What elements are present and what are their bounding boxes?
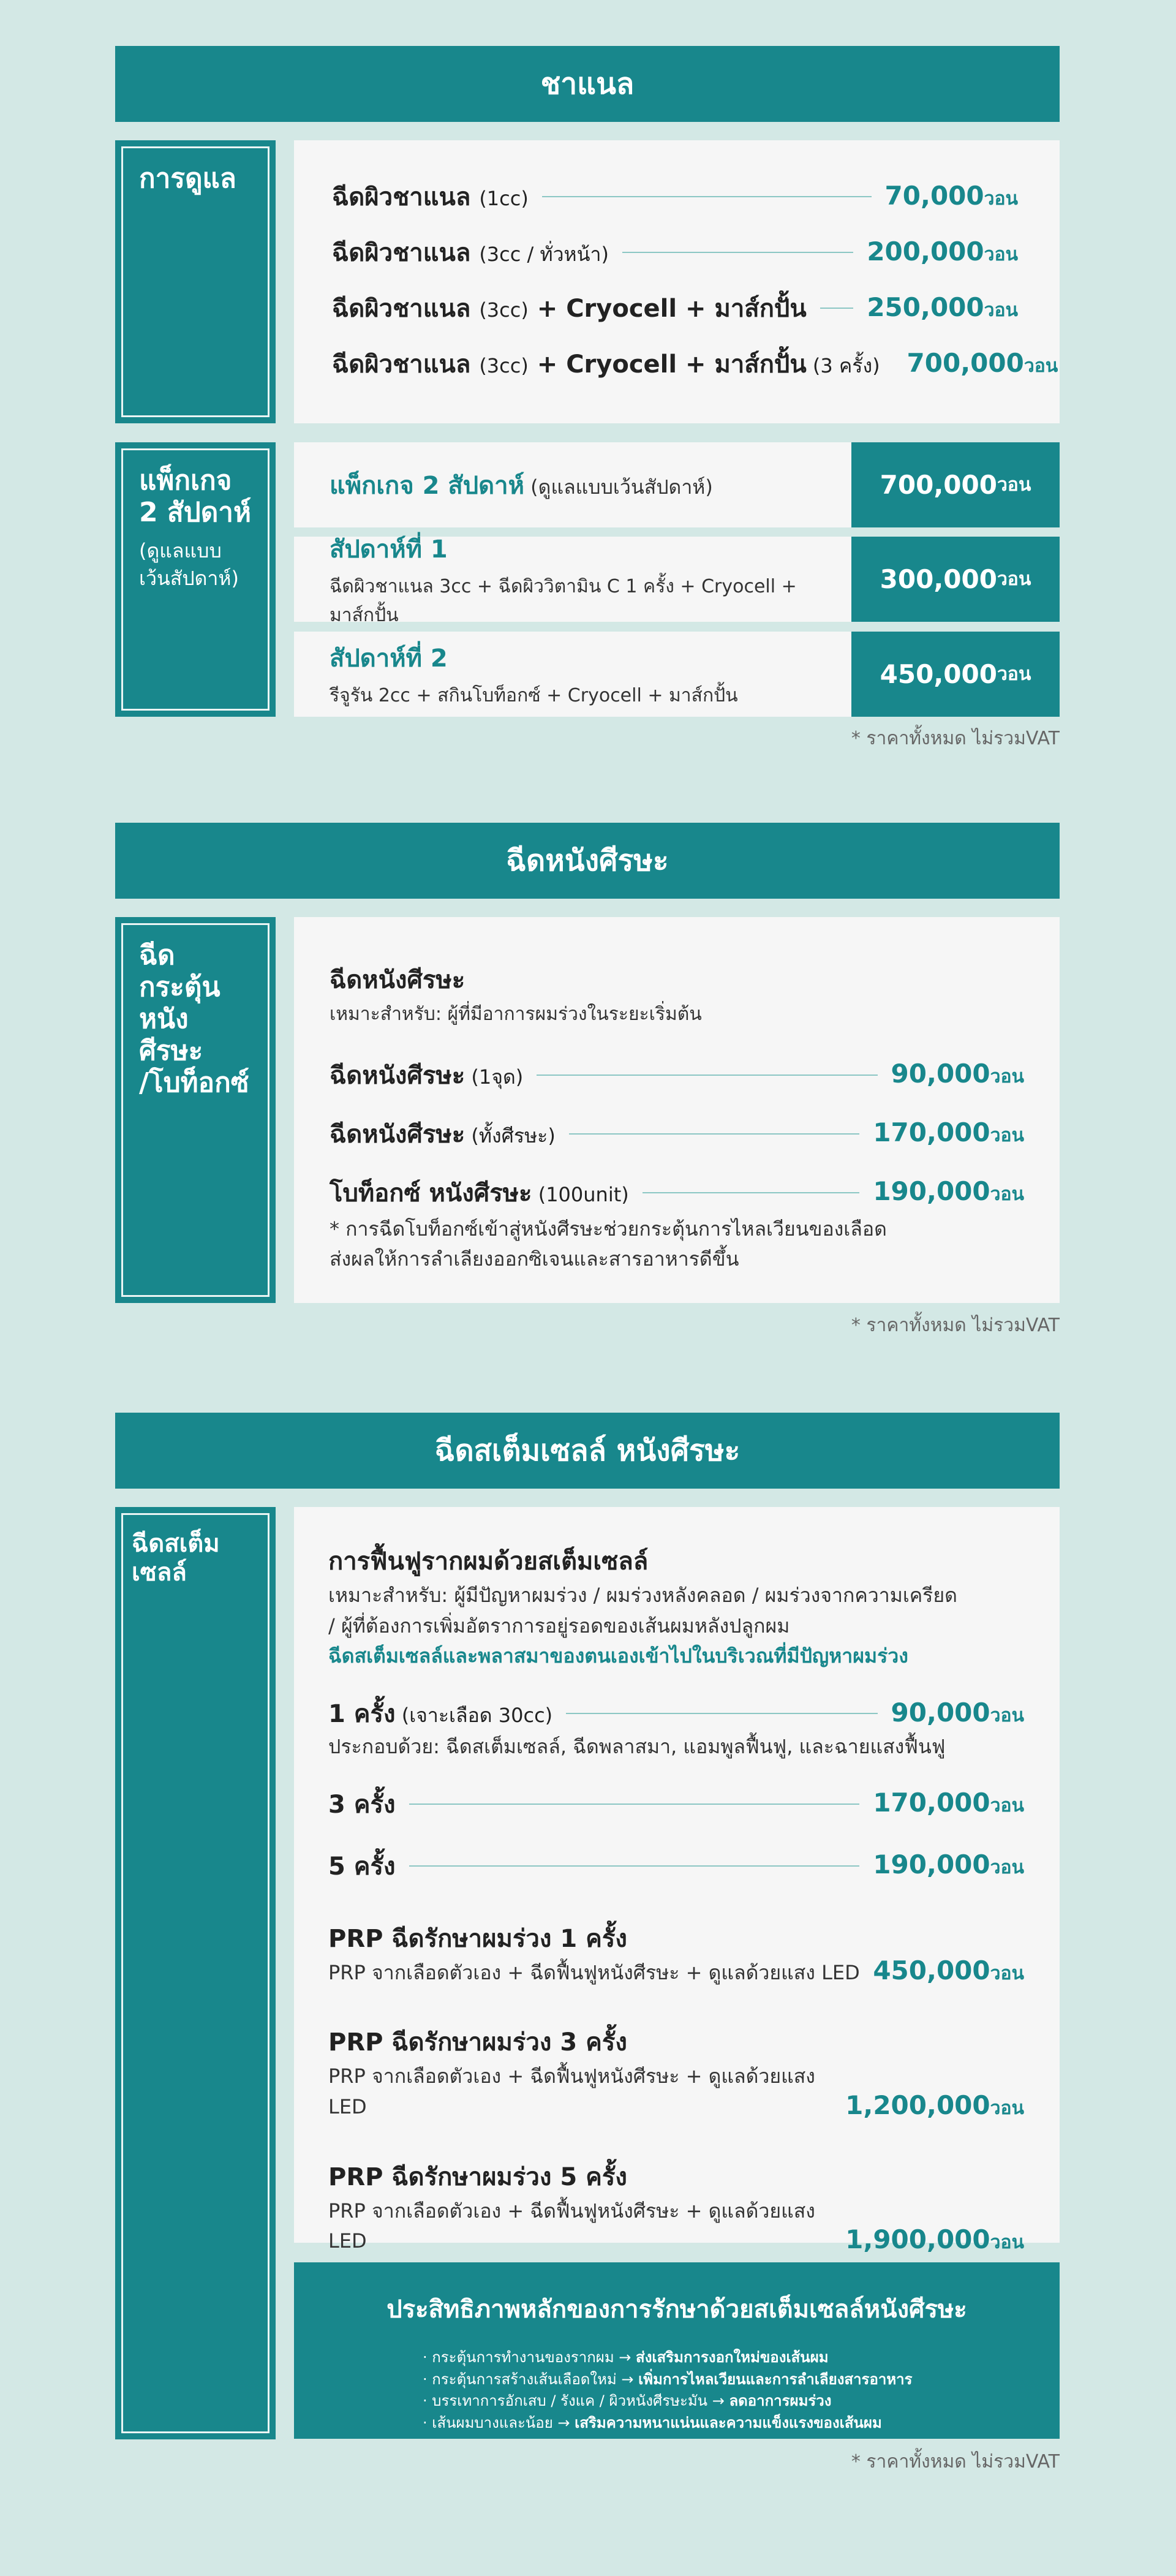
stem-cell-price-card — [294, 1507, 1060, 2254]
prp-price: 1,200,000วอน — [845, 2090, 1024, 2120]
item-label: 3 ครั้ง — [328, 1790, 396, 1819]
side-subtitle: (ดูแลแบบ เว้นสัปดาห์) — [139, 538, 239, 590]
section-header-scalp: ฉีดหนังศีรษะ — [115, 823, 1060, 899]
leader-line — [622, 252, 853, 253]
prp-item — [328, 2022, 1024, 2122]
price-row — [328, 1845, 1024, 1887]
price-row — [328, 1695, 1024, 1732]
package-price: 450,000 วอน — [851, 632, 1060, 717]
package-title: สัปดาห์ที่ 1 — [330, 535, 448, 564]
package-desc: ฉีดผิวชาแนล 3cc + ฉีดผิววิตามิน C 1 ครั้ง + Cryocell + มาส์กปั้น — [330, 575, 797, 626]
package-row — [294, 442, 1060, 527]
item-label: ฉีดหนังศีรษะ (1จุด) — [330, 1061, 524, 1090]
vat-note: * ราคาทั้งหมด ไม่รวมVAT — [851, 2451, 1060, 2472]
benefit-item: · กระตุ้นการสร้างเส้นเลือดใหม่ → เพิ่มการไหลเวียนและการลำเลียงสารอาหาร — [423, 2370, 913, 2388]
package-title: แพ็กเกจ 2 สัปดาห์ (ดูแลแบบเว้นสัปดาห์) — [330, 471, 713, 500]
leader-line — [542, 196, 872, 197]
item-price: 700,000วอน — [907, 347, 1058, 378]
side-title: การดูแล — [139, 163, 236, 194]
package-title: สัปดาห์ที่ 2 — [330, 644, 448, 673]
item-price: 200,000วอน — [867, 236, 1018, 266]
item-price: 250,000วอน — [867, 292, 1018, 322]
price-row — [332, 176, 1018, 217]
vat-note: * ราคาทั้งหมด ไม่รวมVAT — [851, 728, 1060, 749]
scalp-price-card — [294, 917, 1060, 1303]
section-header-stem-cell: ฉีดสเต็มเซลล์ หนังศีรษะ — [115, 1413, 1060, 1489]
price-row — [332, 343, 1058, 385]
price-row — [328, 1783, 1024, 1825]
price-row — [330, 1054, 1024, 1097]
leader-line — [409, 1865, 860, 1867]
item-label: โบท็อกซ์ หนังศีรษะ (100unit) — [330, 1179, 629, 1207]
item-label: ฉีดผิวชาแนล (3cc) + Cryocell + มาส์กปั้น — [332, 295, 807, 323]
prp-item — [328, 2157, 1024, 2257]
item-price: 170,000วอน — [873, 1788, 1024, 1818]
botox-note: ส่งผลให้การลำเลียงออกซิเจนและสารอาหารดีขึ้น — [330, 1247, 739, 1271]
item-price: 90,000วอน — [891, 1697, 1024, 1728]
prp-desc: PRP จากเลือดตัวเอง + ฉีดฟื้นฟูหนังศีรษะ + ดูแลด้วยแสง LED — [328, 2199, 815, 2253]
item-price: 90,000วอน — [891, 1059, 1024, 1089]
section-header-chanel: ชาแนล — [115, 46, 1060, 122]
item-label: ฉีดหนังศีรษะ (ทั้งศีรษะ) — [330, 1120, 556, 1149]
benefits-box — [294, 2262, 1060, 2439]
item-label: ฉีดผิวชาแนล (3cc / ทั่วหน้า) — [332, 239, 609, 267]
prp-title: PRP ฉีดรักษาผมร่วง 1 ครั้ง — [328, 1924, 627, 1953]
side-title: แพ็กเกจ 2 สัปดาห์ — [139, 465, 252, 528]
price-row — [330, 1171, 1024, 1214]
item-price: 170,000วอน — [873, 1117, 1024, 1147]
vat-note: * ราคาทั้งหมด ไม่รวมVAT — [851, 1315, 1060, 1336]
benefit-item: · บรรเทาการอักเสบ / รังแค / ผิวหนังศีรษะมัน → ลดอาการผมร่วง — [423, 2392, 832, 2410]
side-title: ฉีดกระตุ้น หนังศีรษะ /โบท็อกซ์ — [139, 940, 249, 1098]
chanel-price-card — [294, 140, 1060, 423]
item-label: 5 ครั้ง — [328, 1852, 396, 1881]
leader-line — [409, 1804, 860, 1805]
intro-highlight: ฉีดสเต็มเซลล์และพลาสมาของตนเองเข้าไปในบริเวณที่มีปัญหาผมร่วง — [328, 1644, 908, 1668]
package-row — [294, 535, 1060, 626]
side-panel-care — [115, 140, 276, 423]
prp-title: PRP ฉีดรักษาผมร่วง 5 ครั้ง — [328, 2162, 627, 2191]
intro-desc: / ผู้ที่ต้องการเพิ่มอัตราการอยู่รอดของเส้นผมหลังปลูกผม — [328, 1614, 790, 1637]
side-panel-stem-cell — [115, 1507, 276, 2439]
item-label: 1 ครั้ง (เจาะเลือด 30cc) — [328, 1700, 553, 1729]
item-desc: ประกอบด้วย: ฉีดสเต็มเซลล์, ฉีดพลาสมา, แอมพูลฟื้นฟู, และฉายแสงฟื้นฟู — [328, 1735, 946, 1759]
prp-price: 1,900,000วอน — [845, 2224, 1024, 2254]
item-label: ฉีดผิวชาแนล (1cc) — [332, 183, 529, 211]
leader-line — [569, 1133, 859, 1135]
prp-price: 450,000วอน — [873, 1955, 1024, 1986]
botox-note: * การฉีดโบท็อกซ์เข้าสู่หนังศีรษะช่วยกระตุ้นการไหลเวียนของเลือด — [330, 1217, 887, 1241]
intro-desc: เหมาะสำหรับ: ผู้ที่มีอาการผมร่วงในระยะเริ่มต้น — [330, 1003, 702, 1025]
prp-item — [328, 1919, 1024, 1989]
item-price: 190,000วอน — [873, 1849, 1024, 1880]
leader-line — [643, 1192, 860, 1193]
package-row — [294, 632, 1060, 717]
leader-line — [537, 1075, 877, 1076]
package-price: 700,000 วอน — [851, 442, 1060, 527]
side-panel-scalp — [115, 917, 276, 1303]
leader-line — [820, 308, 854, 309]
prp-desc: PRP จากเลือดตัวเอง + ฉีดฟื้นฟูหนังศีรษะ + ดูแลด้วยแสง LED — [328, 1960, 860, 1984]
prp-title: PRP ฉีดรักษาผมร่วง 3 ครั้ง — [328, 2028, 627, 2057]
item-label: ฉีดผิวชาแนล (3cc) + Cryocell + มาส์กปั้น (3 ครั้ง) — [332, 350, 880, 379]
side-panel-package — [115, 442, 276, 717]
intro-title: การฟื้นฟูรากผมด้วยสเต็มเซลล์ — [328, 1547, 649, 1576]
package-price: 300,000 วอน — [851, 537, 1060, 622]
price-row — [332, 232, 1018, 273]
benefits-list — [423, 2347, 1060, 2434]
benefits-title: ประสิทธิภาพหลักของการรักษาด้วยสเต็มเซลล์หนังศีรษะ — [386, 2295, 967, 2324]
leader-line — [566, 1713, 877, 1714]
price-row — [330, 1112, 1024, 1155]
benefit-item: · กระตุ้นการทำงานของรากผม → ส่งเสริมการงอกใหม่ของเส้นผม — [423, 2349, 829, 2366]
benefit-item: · เส้นผมบางและน้อย → เสริมความหนาแน่นและความแข็งแรงของเส้นผม — [423, 2414, 882, 2431]
intro-title: ฉีดหนังศีรษะ — [330, 966, 466, 994]
side-title: ฉีดสเต็มเซลล์ — [132, 1530, 220, 1587]
price-row — [332, 287, 1018, 329]
item-price: 70,000วอน — [884, 180, 1018, 211]
prp-desc: PRP จากเลือดตัวเอง + ฉีดฟื้นฟูหนังศีรษะ + ดูแลด้วยแสง LED — [328, 2064, 815, 2118]
package-desc: รีจูรัน 2cc + สกินโบท็อกซ์ + Cryocell + มาส์กปั้น — [330, 685, 738, 706]
item-price: 190,000วอน — [873, 1176, 1024, 1206]
intro-desc: เหมาะสำหรับ: ผู้มีปัญหาผมร่วง / ผมร่วงหลังคลอด / ผมร่วงจากความเครียด — [328, 1584, 957, 1607]
